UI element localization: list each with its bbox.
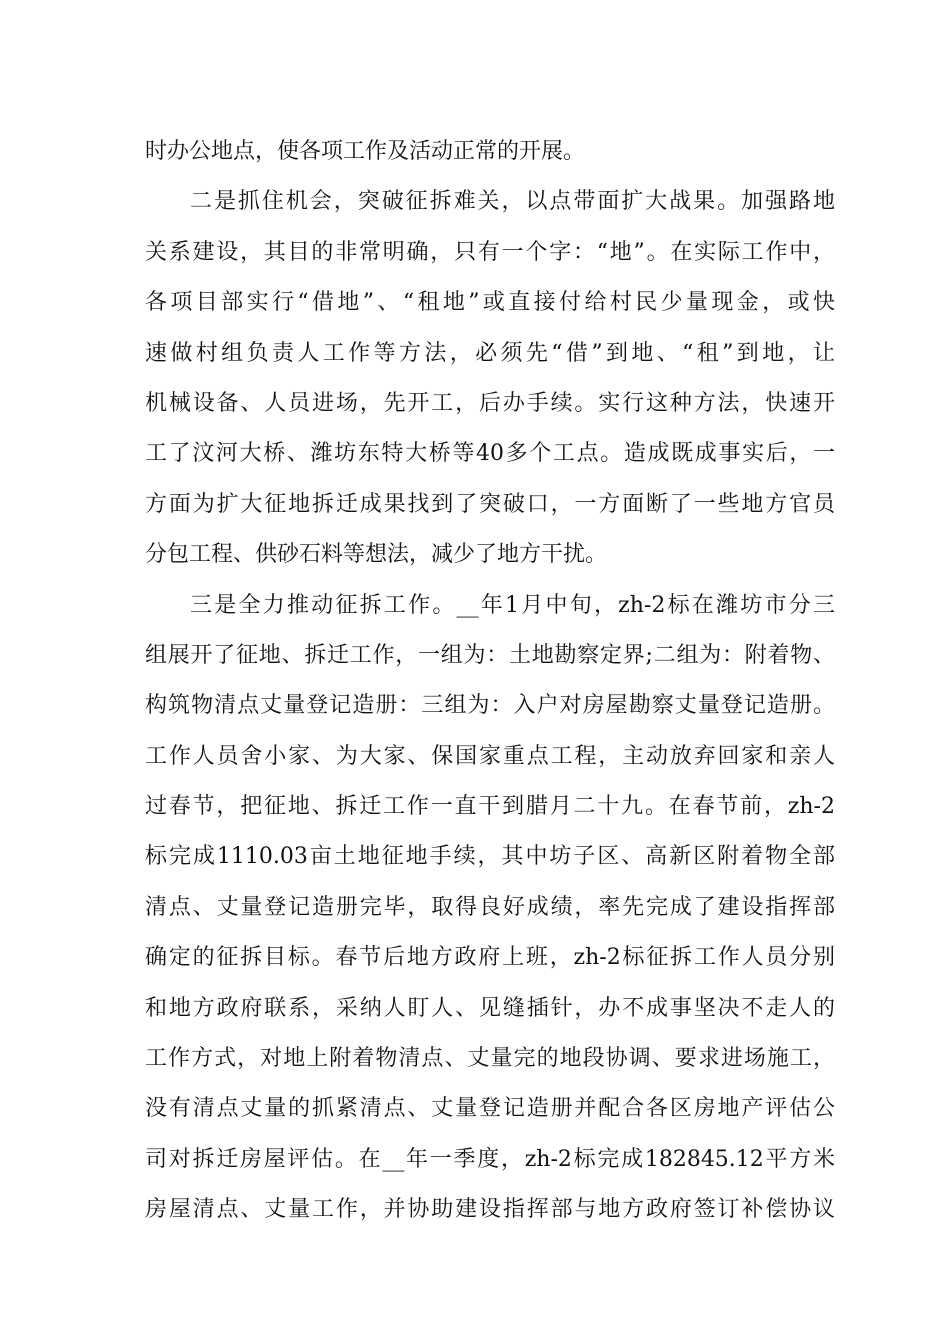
text-line: 过春节，把征地、拆迁工作一直干到腊月二十九。在春节前，zh-2: [145, 794, 835, 820]
text-line: 速做村组负责人工作等方法，必须先“借”到地、“租”到地，让: [145, 340, 835, 366]
text-line: 关系建设，其目的非常明确，只有一个字：“地”。在实际工作中，: [145, 239, 835, 265]
text-line: 机械设备、人员进场，先开工，后办手续。实行这种方法，快速开: [145, 390, 835, 416]
text-line: 标完成1110.03亩土地征地手续，其中坊子区、高新区附着物全部: [145, 844, 835, 870]
text-line: 时办公地点，使各项工作及活动正常的开展。: [145, 139, 586, 164]
text-line: 确定的征拆目标。春节后地方政府上班，zh-2标征拆工作人员分别: [145, 945, 835, 971]
text-line: 工作人员舍小家、为大家、保国家重点工程，主动放弃回家和亲人: [145, 743, 835, 769]
text-line: 工作方式，对地上附着物清点、丈量完的地段协调、要求进场施工，: [145, 1046, 835, 1072]
text-line: 清点、丈量登记造册完毕，取得良好成绩，率先完成了建设指挥部: [145, 894, 835, 920]
text-line: 构筑物清点丈量登记造册：三组为：入户对房屋勘察丈量登记造册。: [145, 693, 835, 719]
text-line: 司对拆迁房屋评估。在__年一季度，zh-2标完成182845.12平方米: [145, 1146, 835, 1172]
body-text: [145, 127, 835, 1236]
text-line: 组展开了征地、拆迁工作，一组为：土地勘察定界;二组为：附着物、: [145, 642, 835, 668]
text-line: 和地方政府联系，采纳人盯人、见缝插针，办不成事坚决不走人的: [145, 995, 835, 1021]
text-line: 分包工程、供砂石料等想法，减少了地方干扰。: [145, 542, 608, 568]
text-line: 房屋清点、丈量工作，并协助建设指挥部与地方政府签订补偿协议: [145, 1197, 835, 1223]
paragraph-2-line: 二是抓住机会，突破征拆难关，以点带面扩大战果。加强路地: [190, 189, 835, 215]
text-line: 没有清点丈量的抓紧清点、丈量登记造册并配合各区房地产评估公: [145, 1096, 835, 1122]
text-line: 工了汶河大桥、潍坊东特大桥等40多个工点。造成既成事实后，一: [145, 441, 835, 467]
text-line: 方面为扩大征地拆迁成果找到了突破口，一方面断了一些地方官员: [145, 491, 835, 517]
paragraph-3-line: 三是全力推动征拆工作。__年1月中旬，zh-2标在潍坊市分三: [190, 592, 835, 618]
text-line: 各项目部实行“借地”、“租地”或直接付给村民少量现金，或快: [145, 290, 835, 316]
